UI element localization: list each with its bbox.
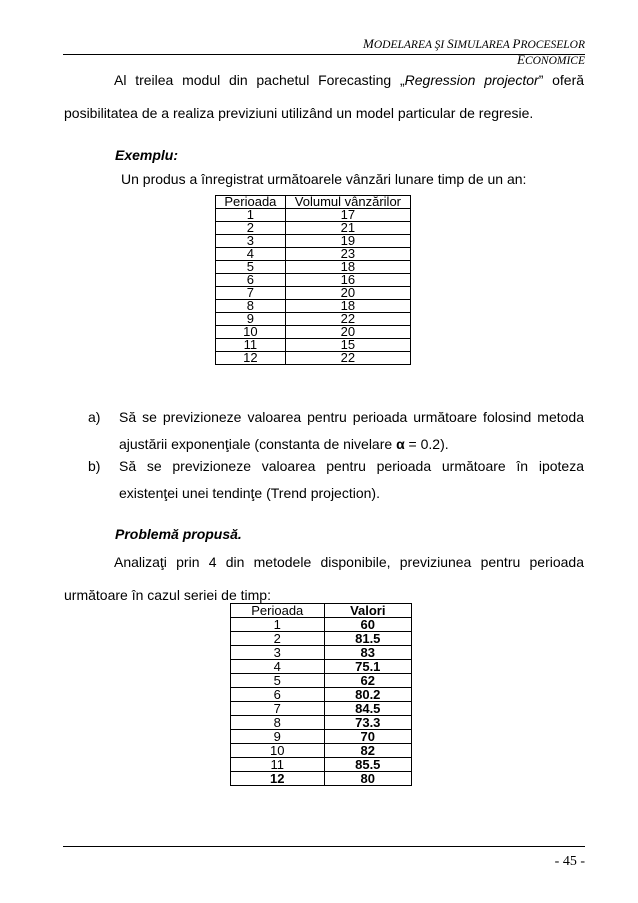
- table-cell: 85.5: [324, 758, 411, 772]
- table-row: [231, 688, 412, 702]
- item-text: Să se previzioneze valoarea pentru perioada următoare folosind metoda ajustării exponenţiale (constanta de nivelare α = 0.2).: [119, 409, 584, 452]
- list-item-a: [88, 404, 584, 458]
- header-rule: [63, 54, 585, 55]
- list-item-b: [88, 453, 584, 507]
- table-row: [216, 287, 411, 300]
- table-row: [216, 248, 411, 261]
- table-cell: 23: [285, 248, 410, 261]
- problema-text: Analizaţi prin 4 din metodele disponibile, previziunea pentru perioada următoare în cazul seriei de timp:: [64, 554, 584, 603]
- table-row: [231, 716, 412, 730]
- table-row: [231, 772, 412, 786]
- exemplu-heading: Exemplu:: [115, 147, 179, 163]
- table-cell: 10: [216, 326, 286, 339]
- table-cell: 2: [216, 222, 286, 235]
- table-cell: 6: [231, 688, 325, 702]
- table-cell: 81.5: [324, 632, 411, 646]
- problema-heading: Problemă propusă.: [115, 526, 242, 542]
- column-header: Perioada: [216, 196, 286, 209]
- table-row: [216, 352, 411, 365]
- table-row: [231, 744, 412, 758]
- table-cell: 19: [285, 235, 410, 248]
- item-text: Să se previzioneze valoarea pentru perioada următoare în ipoteza existenţei unei tendinţe (Trend projection).: [119, 458, 584, 501]
- page-number: - 45 -: [554, 854, 585, 869]
- table-cell: 73.3: [324, 716, 411, 730]
- table-row: [231, 702, 412, 716]
- table-cell: 20: [285, 287, 410, 300]
- column-header: Perioada: [231, 604, 325, 618]
- table-row: [216, 261, 411, 274]
- table-cell: 8: [231, 716, 325, 730]
- table-cell: 82: [324, 744, 411, 758]
- table-row: [231, 618, 412, 632]
- table-cell: 18: [285, 261, 410, 274]
- table-cell: 7: [231, 702, 325, 716]
- table-cell: 9: [231, 730, 325, 744]
- table-row: [231, 674, 412, 688]
- table-row: [216, 300, 411, 313]
- table-row: [231, 660, 412, 674]
- item-label: b): [88, 458, 101, 474]
- table-cell: 12: [216, 352, 286, 365]
- column-header: Valori: [324, 604, 411, 618]
- table-cell: 1: [216, 209, 286, 222]
- table-cell: 5: [231, 674, 325, 688]
- table-cell: 17: [285, 209, 410, 222]
- table-cell: 7: [216, 287, 286, 300]
- running-header: MODELAREA ŞI SIMULAREA PROCESELOR ECONOMICE: [363, 36, 585, 67]
- table-cell: 6: [216, 274, 286, 287]
- table-cell: 18: [285, 300, 410, 313]
- table-cell: 80: [324, 772, 411, 786]
- table-cell: 2: [231, 632, 325, 646]
- table-row: [231, 730, 412, 744]
- table-cell: 11: [231, 758, 325, 772]
- footer-rule: [63, 846, 585, 847]
- table-cell: 70: [324, 730, 411, 744]
- table-row: [231, 646, 412, 660]
- table-cell: 21: [285, 222, 410, 235]
- table-row: [216, 209, 411, 222]
- table-header-row: [231, 604, 412, 618]
- table-cell: 80.2: [324, 688, 411, 702]
- table-cell: 10: [231, 744, 325, 758]
- table-row: [231, 632, 412, 646]
- table-cell: 8: [216, 300, 286, 313]
- table-cell: 5: [216, 261, 286, 274]
- values-table: [230, 603, 412, 786]
- table-header-row: [216, 196, 411, 209]
- item-label: a): [88, 409, 101, 425]
- table-cell: 83: [324, 646, 411, 660]
- table-row: [231, 758, 412, 772]
- table-cell: 12: [231, 772, 325, 786]
- table-cell: 62: [324, 674, 411, 688]
- table-cell: 22: [285, 313, 410, 326]
- table-cell: 3: [216, 235, 286, 248]
- table-cell: 3: [231, 646, 325, 660]
- table-cell: 15: [285, 339, 410, 352]
- table-cell: 11: [216, 339, 286, 352]
- table-cell: 16: [285, 274, 410, 287]
- exemplu-text: Un produs a înregistrat următoarele vânzări lunare timp de un an:: [121, 171, 527, 187]
- table-row: [216, 222, 411, 235]
- table-cell: 4: [231, 660, 325, 674]
- table-row: [216, 235, 411, 248]
- table-cell: 22: [285, 352, 410, 365]
- table-cell: 9: [216, 313, 286, 326]
- intro-paragraph: Al treilea modul din pachetul Forecasting „Regression projector” oferă posibilitatea de a realiza previziuni utilizând un model particular de regresie.: [64, 72, 585, 121]
- table-cell: 60: [324, 618, 411, 632]
- table-row: [216, 274, 411, 287]
- table-cell: 1: [231, 618, 325, 632]
- table-cell: 20: [285, 326, 410, 339]
- table-cell: 4: [216, 248, 286, 261]
- column-header: Volumul vânzărilor: [285, 196, 410, 209]
- table-cell: 75.1: [324, 660, 411, 674]
- table-cell: 84.5: [324, 702, 411, 716]
- sales-table: [215, 195, 411, 365]
